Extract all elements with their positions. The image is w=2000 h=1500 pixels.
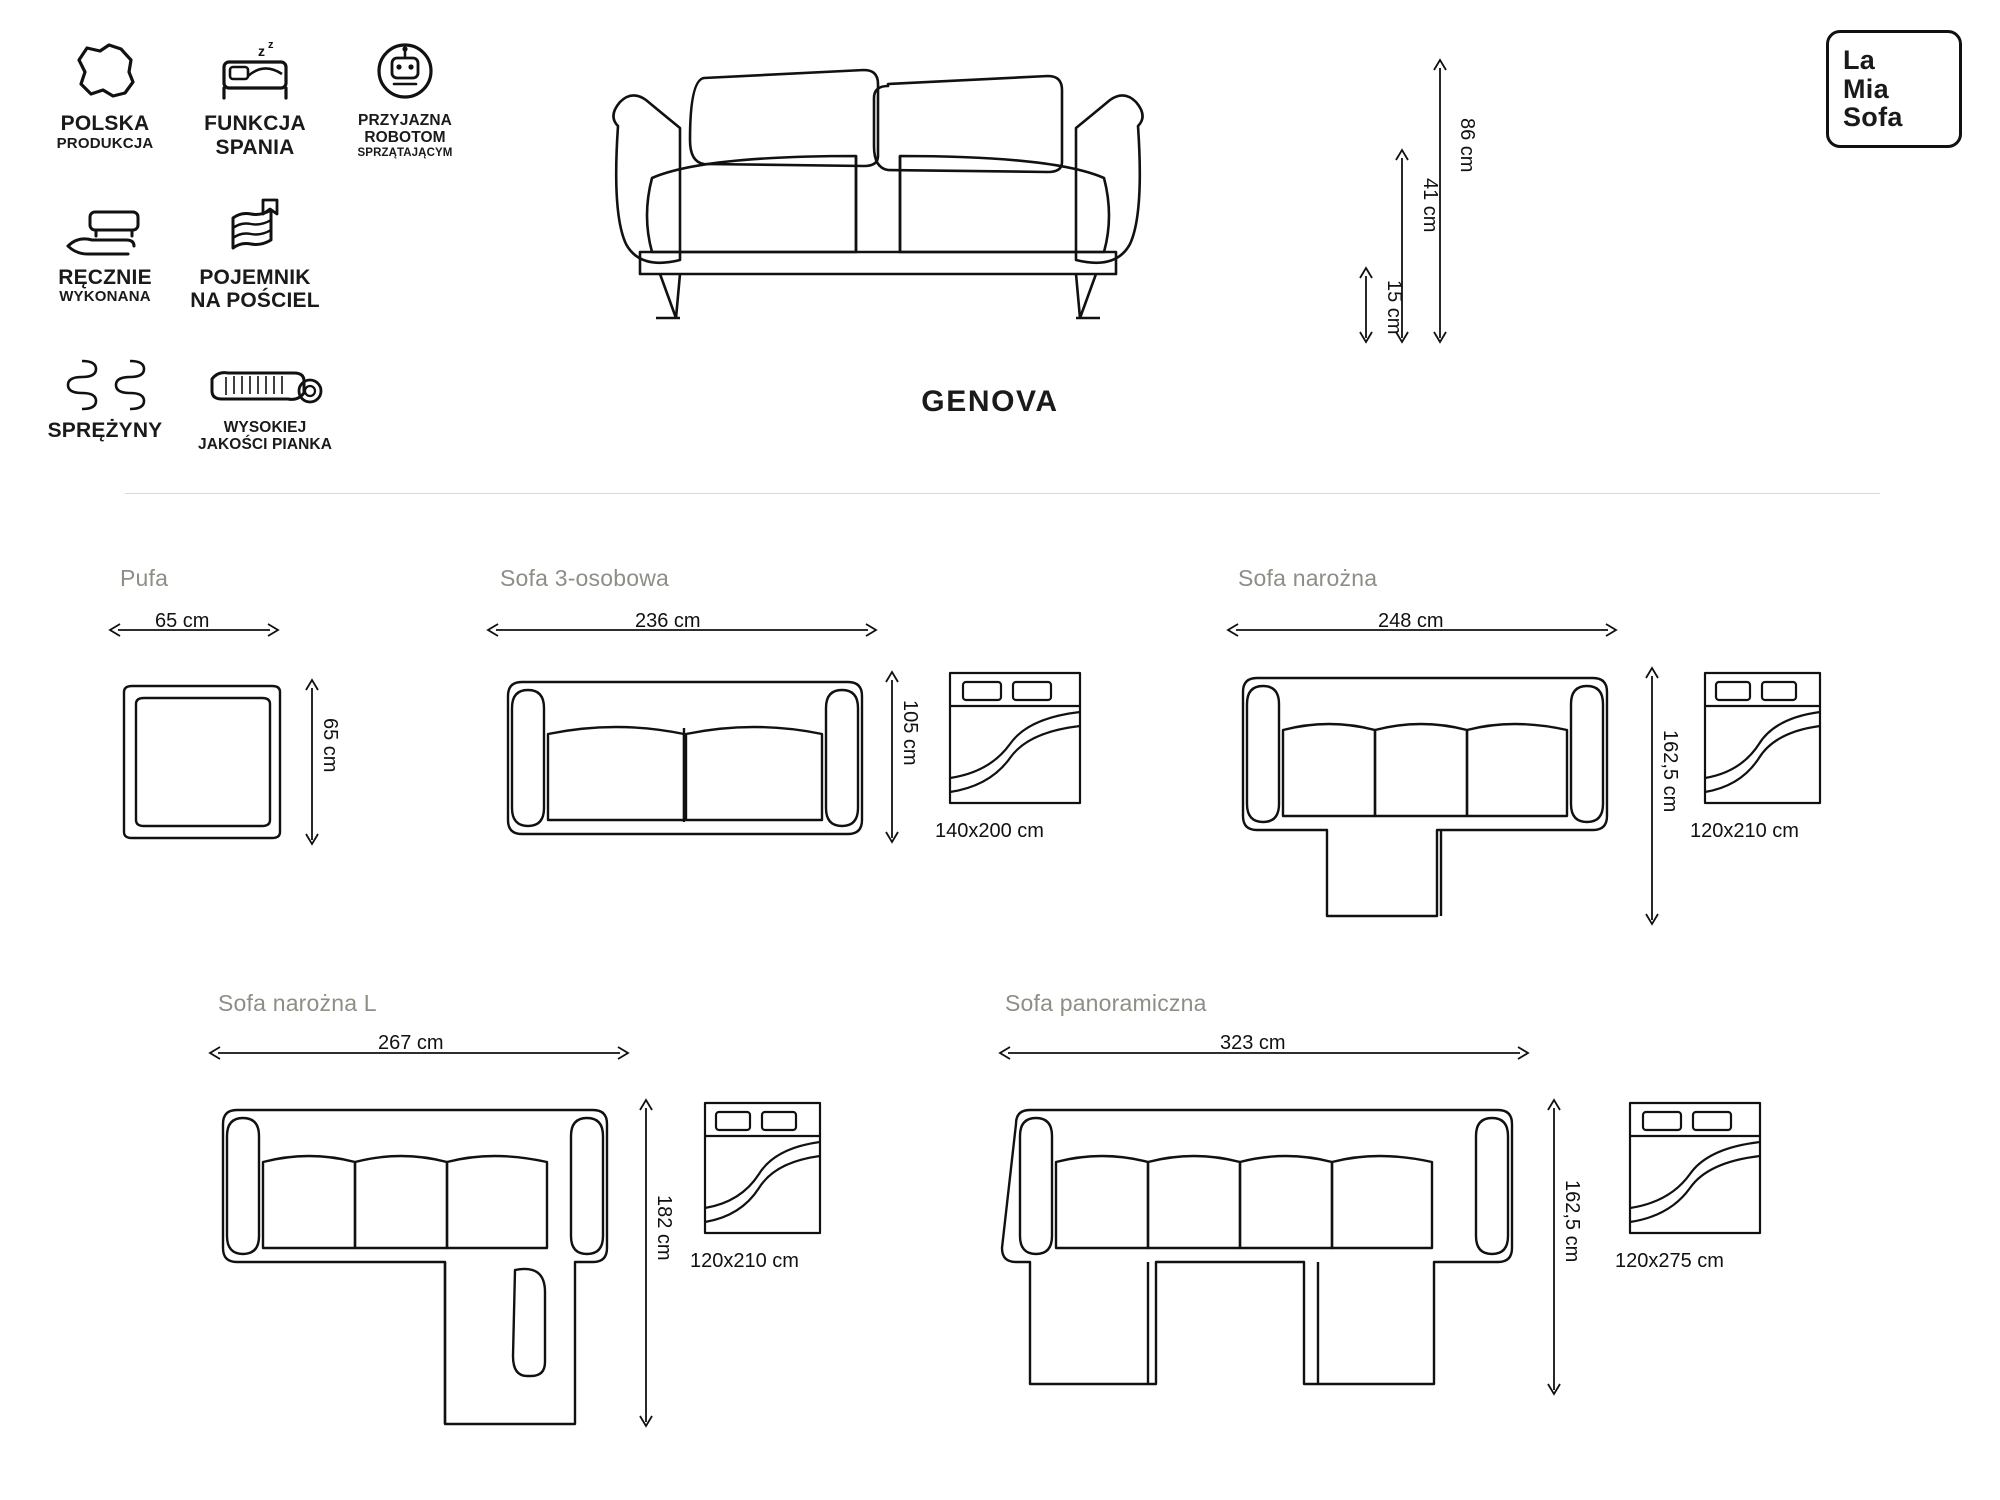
- feature-row-3: [30, 327, 500, 454]
- feature-caption: WYSOKIEJ JAKOŚCI PIANKA: [197, 418, 333, 453]
- panoramiczna-bed-label: 120x275 cm: [1615, 1250, 1724, 1272]
- poland-map-icon: [69, 20, 141, 106]
- narozna-bed-view: [1700, 668, 1825, 808]
- narozna-l-depth-label: 182 cm: [653, 1195, 675, 1261]
- feature-caption: PRZYJAZNA ROBOTOM SPRZĄTAJĄCYM: [357, 112, 453, 159]
- brand-logo: [1826, 30, 1962, 148]
- robot-friendly-icon: [370, 20, 440, 106]
- narozna-depth-label: 162,5 cm: [1659, 730, 1681, 813]
- pufa-top-view: [118, 680, 288, 845]
- section-title-sofa-narozna-l: Sofa narożna L: [218, 990, 377, 1016]
- hero-leg-height-label: 15 cm: [1383, 280, 1405, 335]
- panoramiczna-depth-label: 162,5 cm: [1561, 1180, 1583, 1263]
- feature-row-1: [30, 20, 500, 160]
- svg-text:z: z: [268, 39, 274, 51]
- divider: [125, 493, 1880, 494]
- feature-caption: FUNKCJA SPANIA: [204, 112, 306, 159]
- section-title-pufa: Pufa: [120, 565, 169, 591]
- high-quality-foam-icon: [200, 327, 330, 413]
- feature-caption: RĘCZNIE WYKONANA: [58, 265, 152, 306]
- narozna-l-top-view: [215, 1100, 635, 1440]
- svg-text:z: z: [258, 43, 265, 59]
- section-title-sofa-narozna: Sofa narożna: [1238, 565, 1378, 591]
- logo-line-1: La: [1843, 44, 1876, 75]
- narozna-l-bed-label: 120x210 cm: [690, 1250, 799, 1272]
- panoramiczna-top-view: [1008, 1100, 1538, 1400]
- narozna-l-width-label: 267 cm: [378, 1032, 444, 1054]
- sofa3-top-view: [500, 672, 870, 844]
- feature-polska-produkcja: [30, 20, 180, 160]
- sofa3-bed-label: 140x200 cm: [935, 820, 1044, 842]
- pufa-width-label: 65 cm: [155, 610, 210, 632]
- logo-line-3: Sofa: [1843, 102, 1903, 133]
- section-title-sofa-3-osobowa: Sofa 3-osobowa: [500, 565, 670, 591]
- springs-icon: [62, 327, 148, 413]
- bedding-box-icon: [215, 174, 295, 260]
- pufa-depth-label: 65 cm: [319, 718, 341, 773]
- sofa3-depth-label: 105 cm: [899, 700, 921, 766]
- feature-caption: POJEMNIK NA POŚCIEL: [190, 265, 320, 313]
- logo-line-2: Mia: [1843, 73, 1889, 104]
- narozna-l-depth-dimension: [632, 1100, 658, 1432]
- narozna-l-bed-view: [700, 1098, 825, 1238]
- feature-caption: SPRĘŻYNY: [47, 418, 163, 442]
- sofa3-width-label: 236 cm: [635, 610, 701, 632]
- sofa3-bed-view: [945, 668, 1085, 808]
- narozna-width-label: 248 cm: [1378, 610, 1444, 632]
- hero-seat-height-label: 41 cm: [1419, 178, 1441, 233]
- handmade-icon: [62, 174, 148, 260]
- narozna-bed-label: 120x210 cm: [1690, 820, 1799, 842]
- feature-row-2: [30, 174, 500, 313]
- panoramiczna-width-label: 323 cm: [1220, 1032, 1286, 1054]
- hero-dimensions: [1340, 40, 1470, 370]
- feature-icon-group: [30, 20, 500, 453]
- feature-sprezyny: [30, 327, 180, 454]
- hero-total-height-label: 86 cm: [1456, 118, 1478, 173]
- feature-przyjazna-robotom: [330, 20, 480, 160]
- section-title-sofa-panoramiczna: Sofa panoramiczna: [1005, 990, 1207, 1016]
- sleep-function-icon: [212, 20, 298, 106]
- feature-funkcja-spania: [180, 20, 330, 160]
- feature-caption: POLSKA PRODUKCJA: [56, 112, 154, 152]
- hero-sofa-illustration: [600, 30, 1380, 360]
- product-name: GENOVA: [921, 385, 1059, 418]
- feature-pojemnik-na-posciel: [180, 174, 330, 313]
- feature-recznie-wykonana: [30, 174, 180, 313]
- feature-wysokiej-jakosci-pianka: [180, 327, 350, 454]
- panoramiczna-bed-view: [1625, 1098, 1765, 1238]
- narozna-top-view: [1235, 668, 1635, 928]
